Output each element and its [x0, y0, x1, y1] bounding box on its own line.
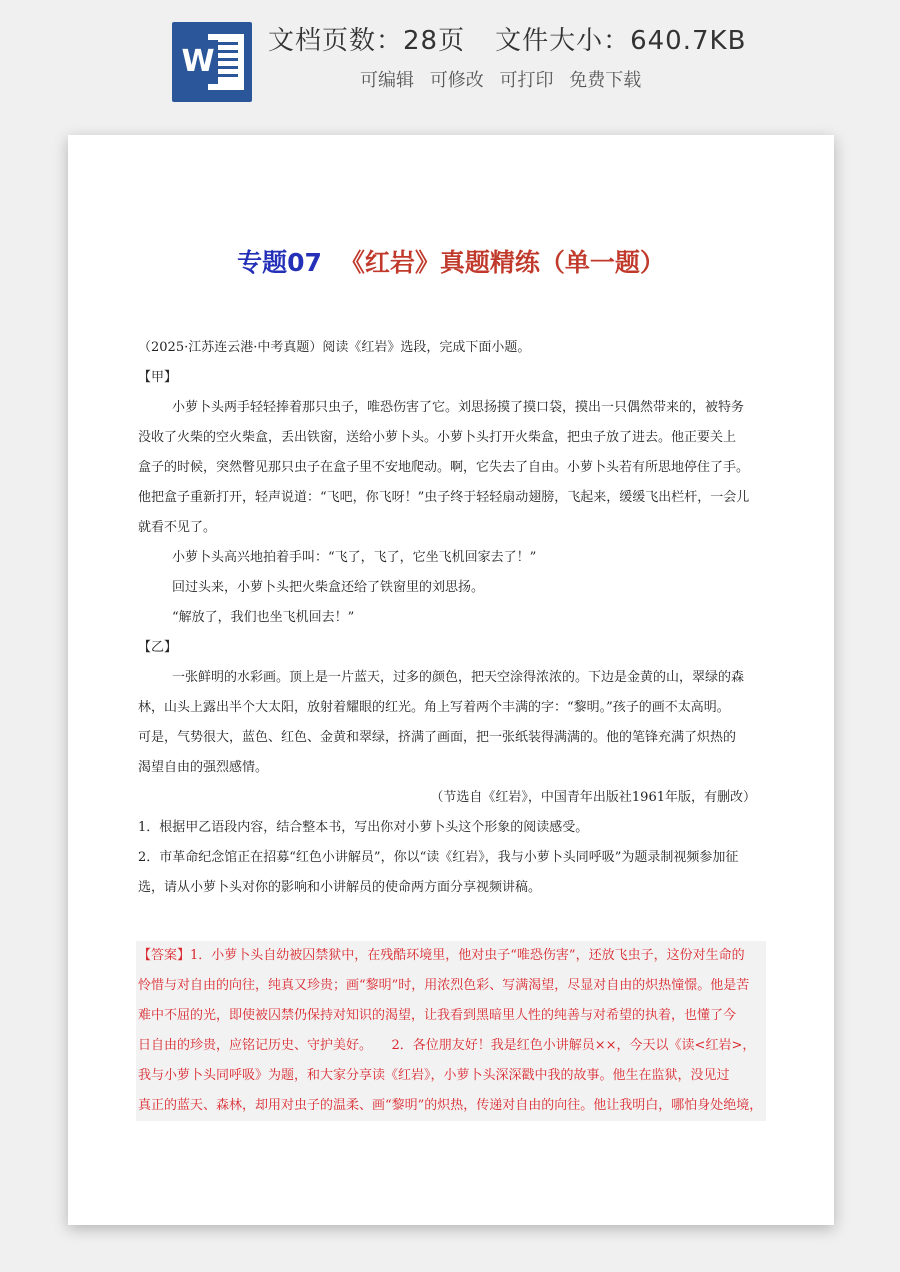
answer-line: 日自由的珍贵，应铭记历史、守护美好。 2．各位朋友好！我是红色小讲解员××，今天以《读<红岩>， — [136, 1031, 766, 1061]
answer-block — [136, 941, 766, 1121]
yi-paragraph-line: 一张鲜明的水彩画。顶上是一片蓝天，过多的颜色，把天空涂得浓浓的。下边是金黄的山，翠绿的森 — [172, 670, 745, 685]
jia-paragraph-line: 盒子的时候，突然瞥见那只虫子在盒子里不安地爬动。啊，它失去了自由。小萝卜头若有所思地停住了手。 — [138, 460, 750, 475]
jia-paragraph-line: 他把盒子重新打开，轻声说道：“飞吧，你飞呀！”虫子终于轻轻扇动翅膀，飞起来，缓缓飞出栏杆，一会儿 — [138, 490, 750, 505]
jia-paragraph-line: 没收了火柴的空火柴盒，丢出铁窗，送给小萝卜头。小萝卜头打开火柴盒，把虫子放了进去。他正要关上 — [138, 430, 737, 445]
page-count: 文档页数：28页 — [268, 26, 466, 56]
answer-text: 1．小萝卜头自幼被囚禁狱中，在残酷环境里，他对虫子“唯恐伤害”，还放飞虫子，这份对生命的 — [190, 948, 745, 963]
answer-line: 真正的蓝天、森林，却用对虫子的温柔、画“黎明”的炽热，传递对自由的向往。他让我明白，哪怕身处绝境， — [136, 1091, 766, 1121]
word-document-icon — [172, 22, 252, 102]
answer-tag: 【答案】 — [138, 948, 191, 963]
section-label-jia: 【甲】 — [138, 370, 178, 385]
feature-list — [360, 66, 641, 92]
jia-paragraph-line: 就看不见了。 — [138, 520, 217, 535]
feature-editable: 可编辑 — [360, 70, 414, 91]
title-topic-name: 《红岩》真题精练（单一题） — [339, 248, 665, 277]
question-2-line: 选，请从小萝卜头对你的影响和小讲解员的使命两方面分享视频讲稿。 — [138, 880, 542, 895]
question-1: 1．根据甲乙语段内容，结合整本书，写出你对小萝卜头这个形象的阅读感受。 — [138, 820, 589, 835]
feature-free-download: 免费下载 — [569, 70, 642, 91]
jia-paragraph-line: 小萝卜头两手轻轻捧着那只虫子，唯恐伤害了它。刘思扬摸了摸口袋，摸出一只偶然带来的，被特务 — [172, 400, 745, 415]
title-topic-number: 专题07 — [237, 248, 322, 277]
answer-line: 怜惜与对自由的向往，纯真又珍贵；画“黎明”时，用浓烈色彩、写满渴望，尽显对自由的炽热憧憬。他是苦 — [136, 971, 766, 1001]
document-title — [68, 243, 834, 279]
file-size: 文件大小：640.7KB — [495, 26, 747, 56]
jia-paragraph-4: “解放了，我们也坐飞机回去！” — [172, 610, 355, 625]
document-page — [68, 135, 834, 1225]
jia-paragraph-2: 小萝卜头高兴地拍着手叫：“飞了，飞了，它坐飞机回家去了！” — [172, 550, 537, 565]
download-header — [0, 0, 900, 125]
yi-paragraph-line: 林，山头上露出半个大太阳，放射着耀眼的红光。角上写着两个丰满的字：“黎明。”孩子的画不太高明。 — [138, 700, 730, 715]
answer-line: 我与小萝卜头同呼吸》为题，和大家分享读《红岩》，小萝卜头深深戳中我的故事。他生在监狱，没见过 — [136, 1061, 766, 1091]
section-label-yi: 【乙】 — [138, 640, 178, 655]
yi-paragraph-line: 可是，气势很大，蓝色、红色、金黄和翠绿，挤满了画面，把一张纸装得满满的。他的笔锋充满了炽热的 — [138, 730, 737, 745]
feature-printable: 可打印 — [499, 70, 554, 91]
feature-modifiable: 可修改 — [429, 70, 484, 91]
document-body — [138, 333, 764, 903]
answer-line: 难中不屈的光，即使被囚禁仍保持对知识的渴望，让我看到黑暗里人性的纯善与对希望的执着，也懂了今 — [136, 1001, 766, 1031]
question-intro: （2025·江苏连云港·中考真题）阅读《红岩》选段，完成下面小题。 — [138, 340, 531, 355]
yi-paragraph-line: 渴望自由的强烈感情。 — [138, 760, 269, 775]
source-citation: （节选自《红岩》，中国青年出版社1961年版，有删改） — [430, 790, 756, 805]
document-stats — [268, 20, 746, 57]
word-letter: W — [178, 40, 218, 84]
question-2-line: 2．市革命纪念馆正在招募“红色小讲解员”，你以“读《红岩》，我与小萝卜头同呼吸”为题录制视频参加征 — [138, 850, 739, 865]
answer-line — [136, 941, 766, 971]
jia-paragraph-3: 回过头来，小萝卜头把火柴盒还给了铁窗里的刘思扬。 — [172, 580, 485, 595]
